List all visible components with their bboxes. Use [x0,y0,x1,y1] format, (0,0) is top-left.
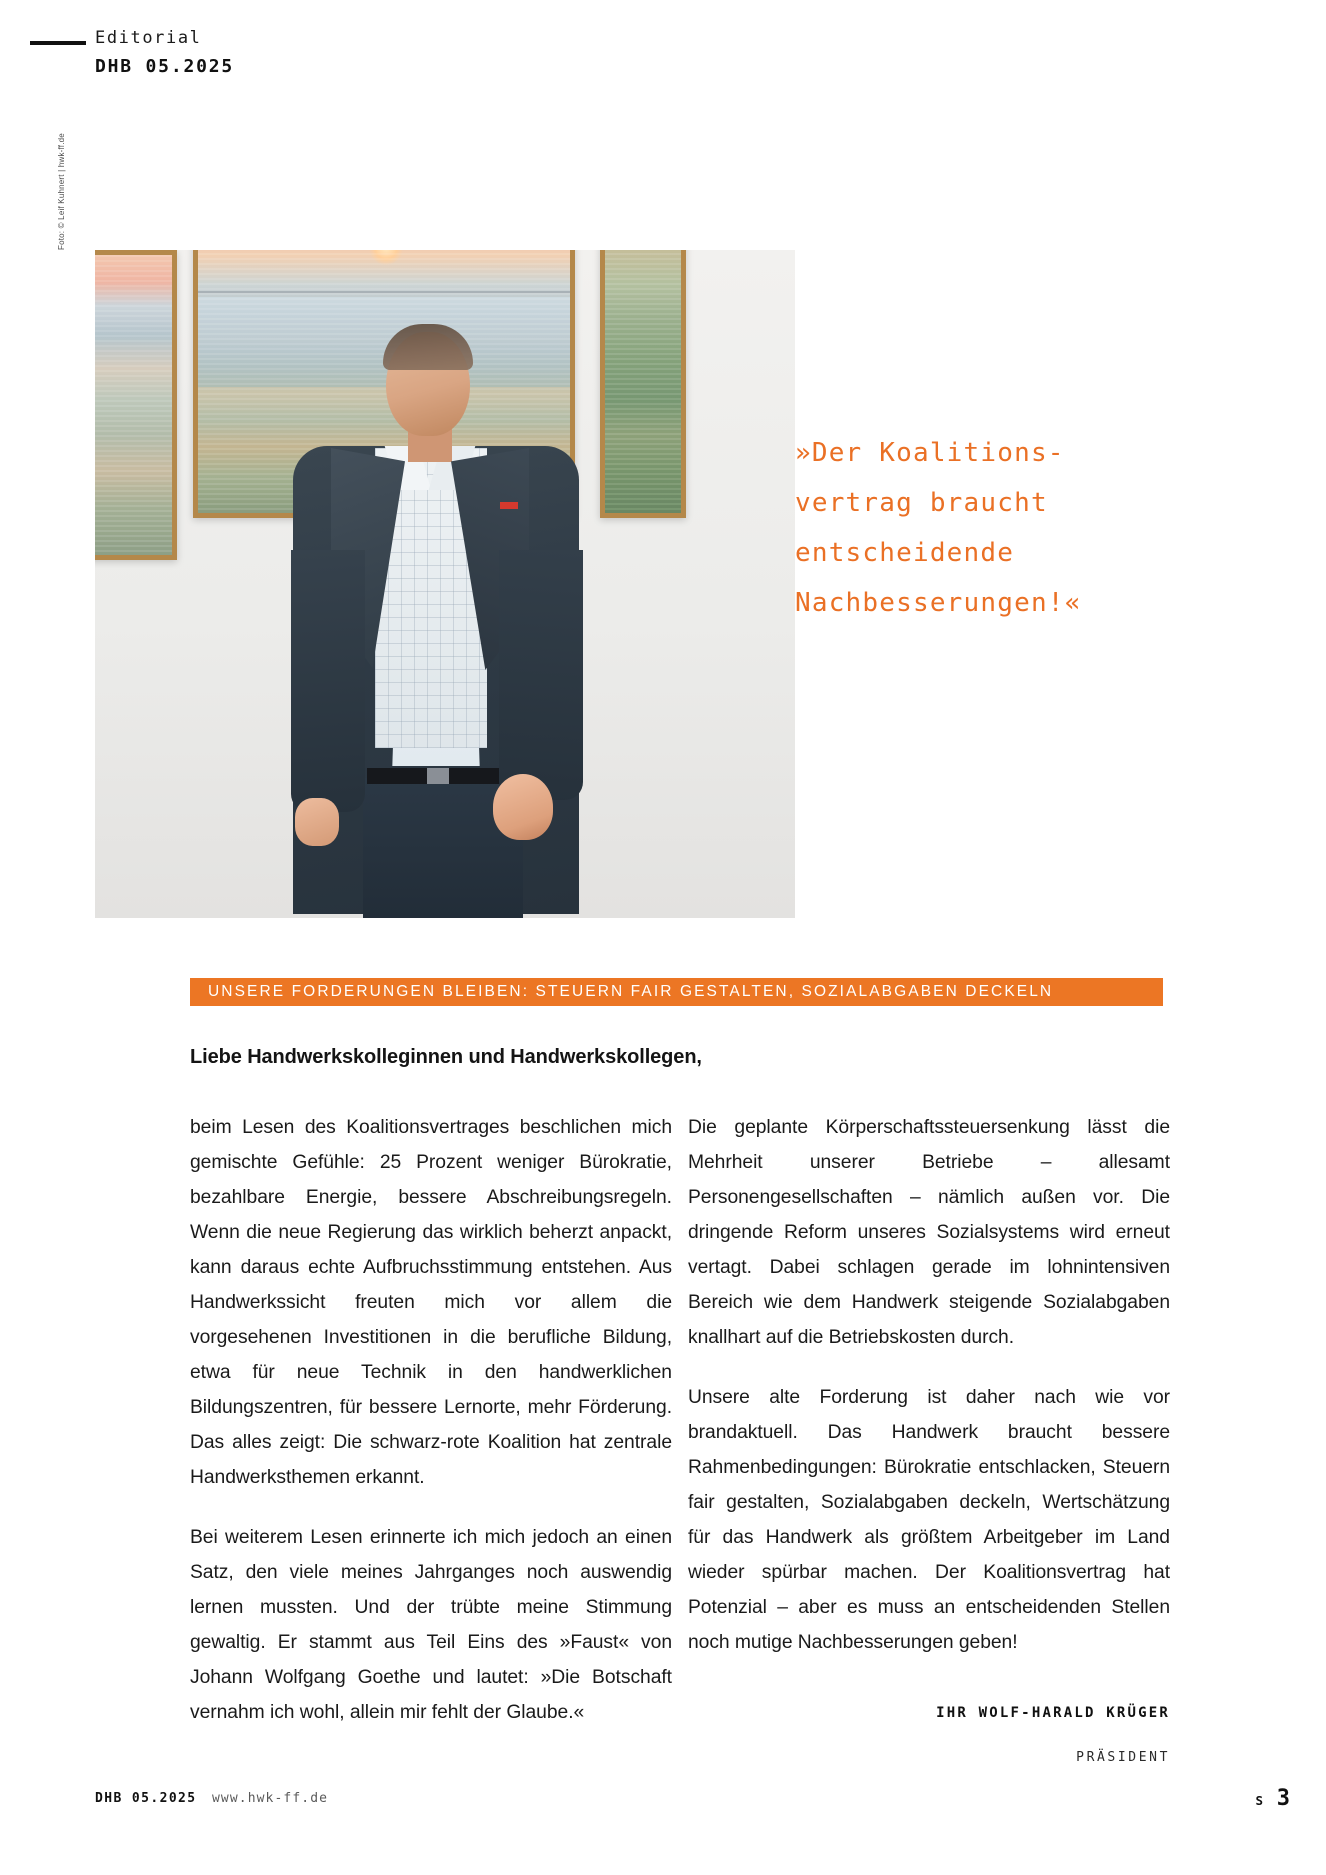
paragraph: beim Lesen des Koalitionsvertrages beschlichen mich gemischte Gefühle: 25 Prozent weniger Bürokratie, bezahlbare Energie, bessere Abschreibungsregeln. Wenn die neue Regierung das wirklich beherzt anpackt, kann daraus echte Aufbruchsstimmung entstehen. Aus Handwerkssicht freuten mich vor allem die vorgesehenen Investitionen in die berufliche Bildung, etwa für neue Technik in den handwerklichen Bildungszentren, für bessere Lernorte, mehr Förderung. Das alles zeigt: Die schwarz-rote Koalition hat zentrale Handwerksthemen erkannt. [190,1117,672,1488]
body-column-left [190,1110,672,1730]
hand-left [295,798,339,846]
page-number: 3 [1276,1786,1290,1811]
header-rule [30,41,86,45]
portrait-photo [95,250,795,918]
salutation: Liebe Handwerkskolleginnen und Handwerkskollegen, [190,1046,702,1068]
issue-label: DHB 05.2025 [95,56,235,77]
page-label: S [1255,1793,1264,1808]
pull-quote [795,428,1215,628]
page-header [0,28,1326,96]
signature-role: PRÄSIDENT [1076,1750,1170,1765]
pull-quote-line-1: »Der Koalitions- [795,438,1065,468]
pull-quote-line-4: Nachbesserungen!« [795,588,1082,618]
hand-right [493,774,553,840]
pull-quote-line-3: entscheidende [795,538,1015,568]
arm-left [291,550,365,812]
photo-block [57,133,795,918]
body-column-right [688,1110,1170,1775]
arm-right [499,550,583,800]
paragraph: Die geplante Körperschaftssteuersenkung lässt die Mehrheit unserer Betriebe – allesamt Personengesellschaften – nämlich außen vor. Die dringende Reform unseres Sozialsystems wird erneut vertagt. Dabei schlagen gerade im lohnintensiven Bereich wie dem Handwerk steigende Sozialabgaben knallhart auf die Betriebskosten durch. [688,1117,1170,1348]
signature-name: IHR WOLF-HARALD KRÜGER [936,1705,1170,1721]
paragraph: Unsere alte Forderung ist daher nach wie vor brandaktuell. Das Handwerk braucht bessere Rahmenbedingungen: Bürokratie entschlacken, Steuern fair gestalten, Sozialabgaben deckeln, Wertschätzung für das Handwerk als größtem Arbeitgeber im Land wieder spürbar machen. Der Koalitionsvertrag hat Potenzial – aber es muss an entscheidenden Stellen noch mutige Nachbesserungen geben! [688,1387,1170,1653]
paragraph: Bei weiterem Lesen erinnerte ich mich jedoch an einen Satz, den viele meines Jahrganges noch auswendig lernen mussten. Und der trübte meine Stimmung gewaltig. Er stammt aus Teil Eins des »Faust« von Johann Wolfgang Goethe und lautet: »Die Botschaft vernahm ich wohl, allein mir fehlt der Glaube.« [190,1527,672,1723]
section-kicker: Editorial [95,28,202,48]
photo-credit-text: Foto: © Leif Kuhnert | hwk-ff.de [57,133,66,250]
page-footer [0,1786,1326,1817]
lapel-pin [500,502,518,509]
headline-banner: UNSERE FORDERUNGEN BLEIBEN: STEUERN FAIR GESTALTEN, SOZIALABGABEN DECKELN [190,978,1163,1006]
pull-quote-line-2: vertrag braucht [795,488,1048,518]
footer-url[interactable]: www.hwk-ff.de [212,1791,329,1806]
footer-issue-label: DHB 05.2025 [95,1791,197,1806]
hair [383,324,473,370]
belt-buckle [427,768,449,784]
person-figure [95,250,795,918]
